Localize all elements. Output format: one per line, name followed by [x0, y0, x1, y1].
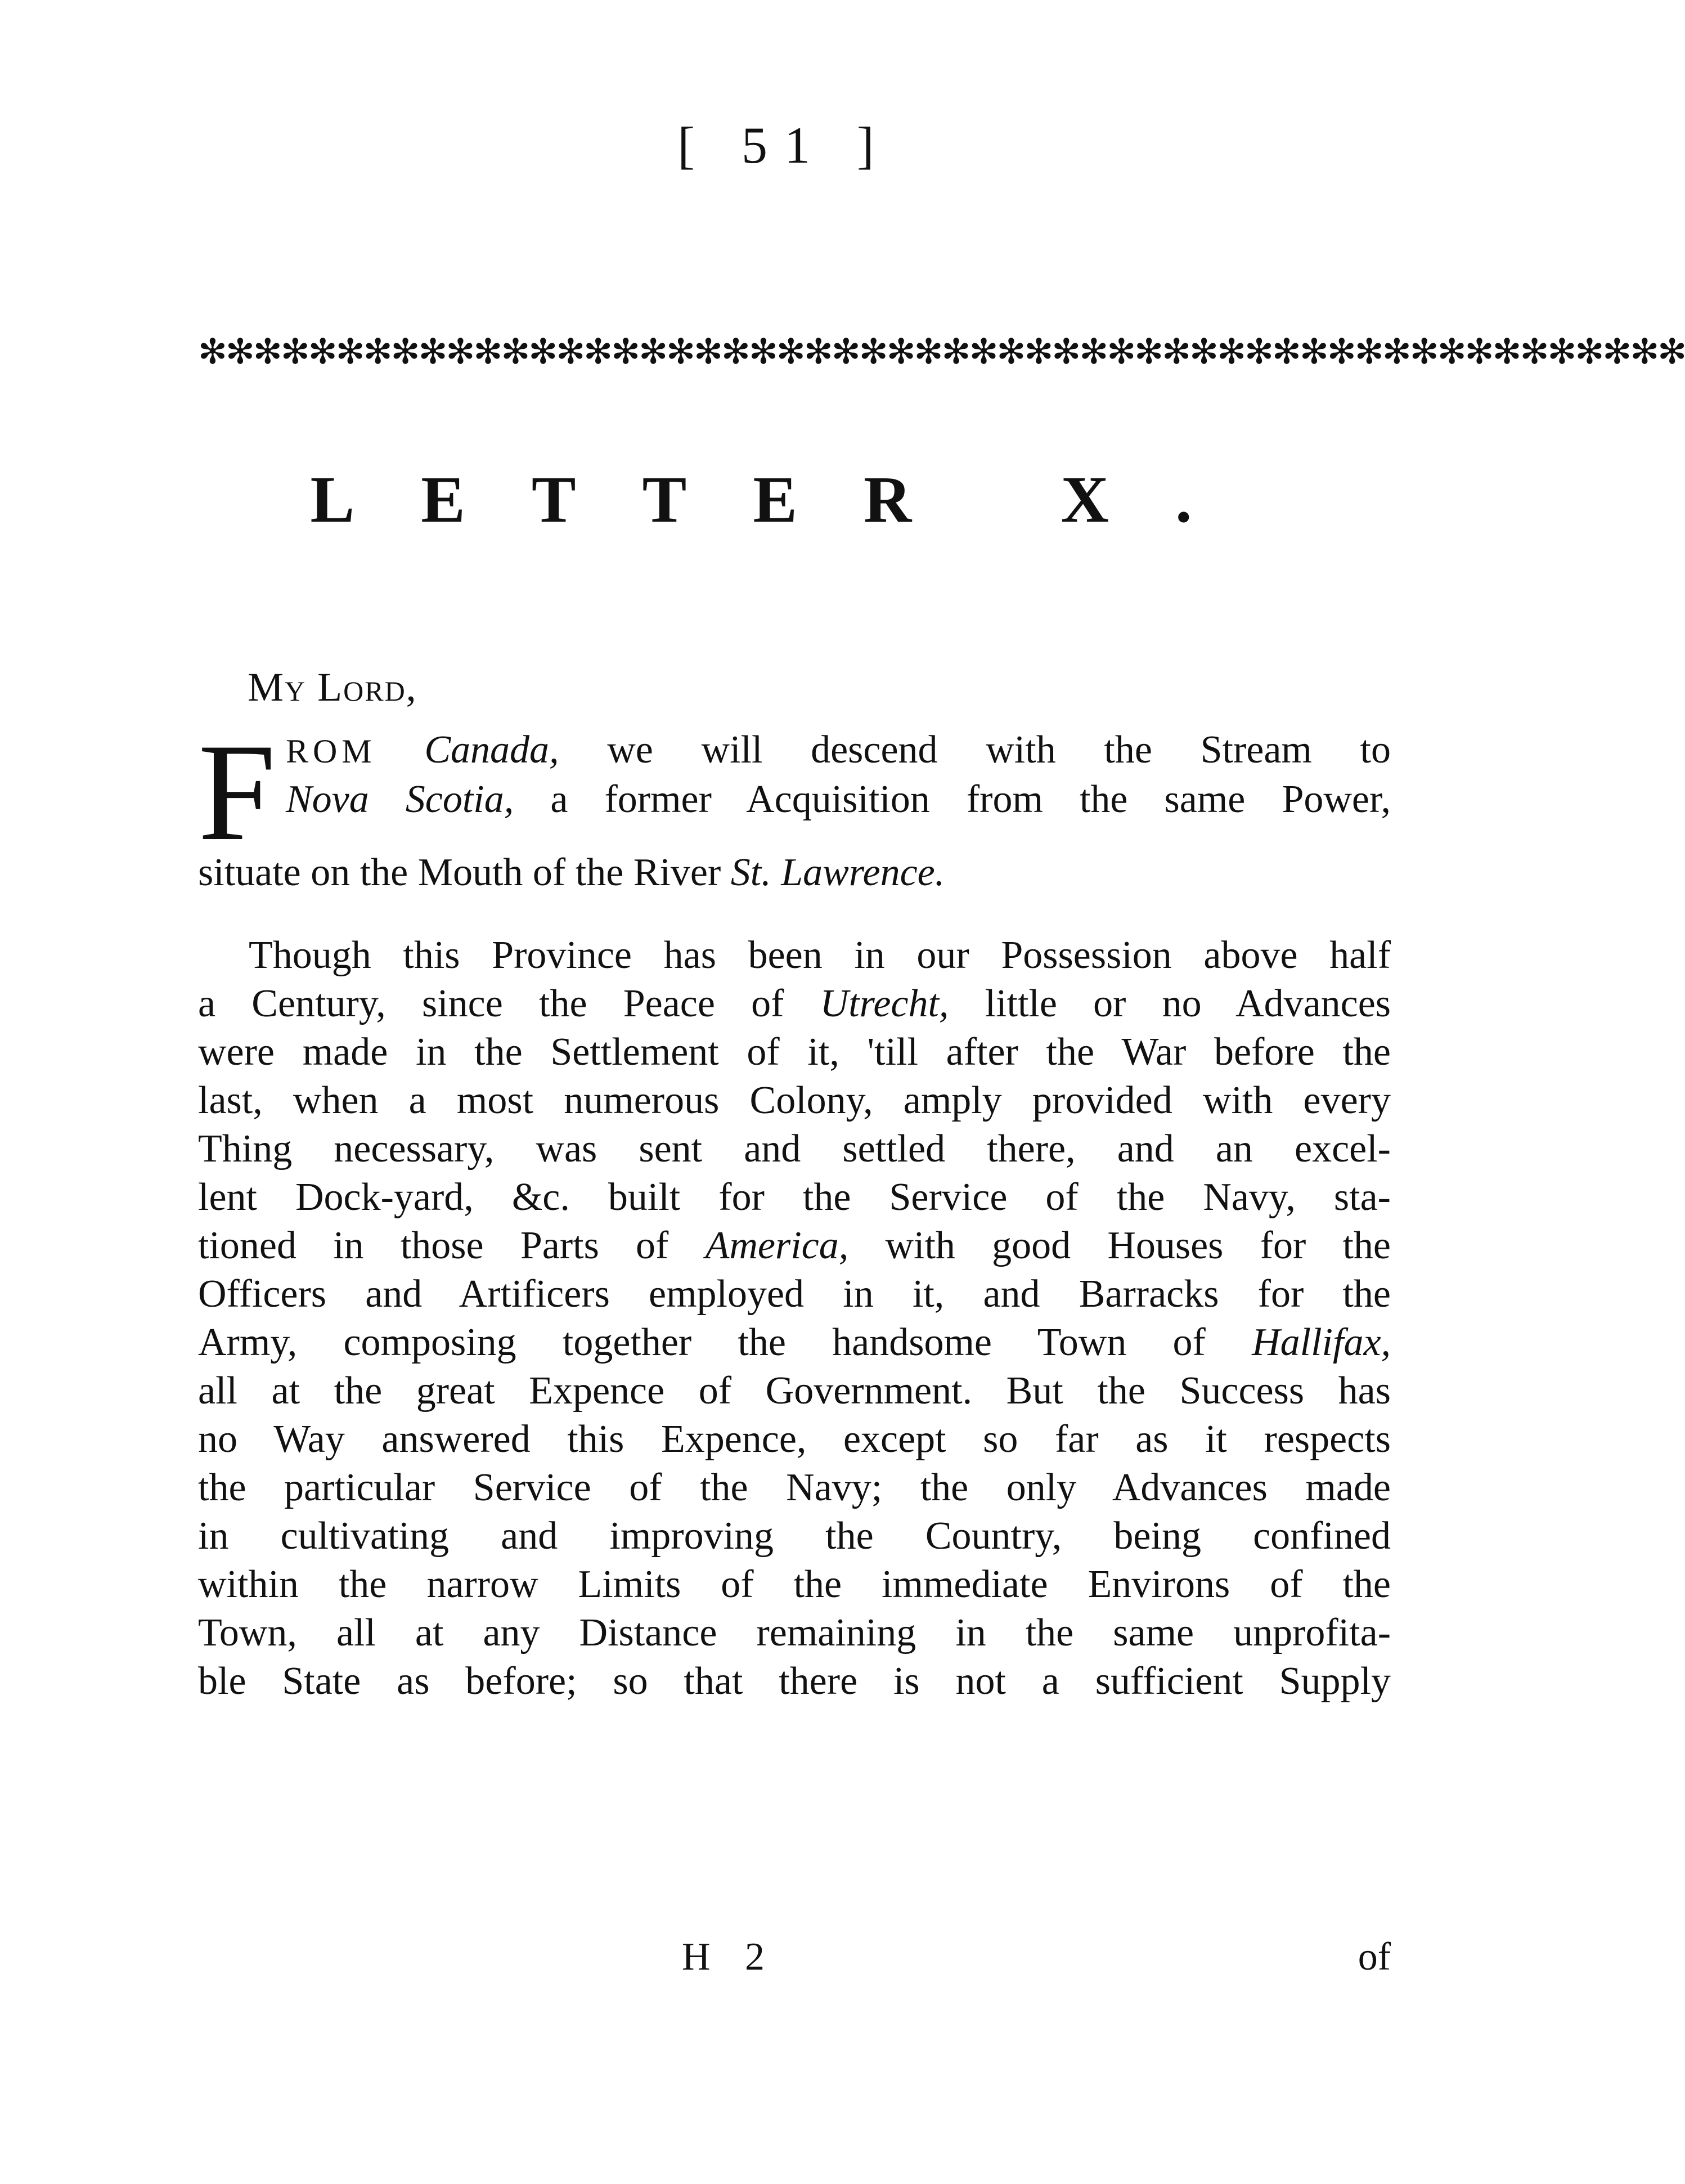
- opening-caps: ROM: [285, 733, 376, 770]
- catchword: of: [1358, 1935, 1391, 1979]
- text-line: ble State as before; so that there is not a sufficient Supply: [198, 1660, 1391, 1703]
- text-line: Officers and Artificers employed in it, and Barracks for the: [198, 1272, 1391, 1316]
- page-footer: [198, 1935, 1391, 1985]
- text-line: no Way answered this Expence, except so far as it respects: [198, 1418, 1391, 1461]
- italic-place-name: Hallifax,: [1252, 1321, 1391, 1364]
- text-line: Thing necessary, was sent and settled there, and an excel-: [198, 1127, 1391, 1171]
- text-span: tioned in those Parts of: [198, 1224, 669, 1267]
- text-span: Army, composing together the handsome Town of: [198, 1321, 1206, 1364]
- letter-title: LETTER X.: [310, 463, 1259, 536]
- salutation: My Lord,: [248, 665, 417, 710]
- italic-place-name: Utrecht,: [820, 982, 949, 1025]
- text-span: with good Houses for the: [885, 1224, 1391, 1267]
- text-line: all at the great Expence of Government. But the Success has: [198, 1369, 1391, 1412]
- text-span: a former Acquisition from the same Power,: [550, 778, 1391, 821]
- text-line: [198, 726, 1391, 775]
- first-paragraph: [198, 715, 1391, 897]
- text-line: the particular Service of the Navy; the only Advances made: [198, 1466, 1391, 1509]
- text-line: lent Dock-yard, &c. built for the Service of the Navy, sta-: [198, 1176, 1391, 1219]
- signature-mark: H 2: [682, 1935, 778, 1979]
- text-line: within the narrow Limits of the immediate Environs of the: [198, 1563, 1391, 1606]
- text-line: [198, 980, 1391, 1028]
- text-line: in cultivating and improving the Country, being confined: [198, 1514, 1391, 1558]
- italic-place-name: America,: [705, 1224, 849, 1267]
- decorative-ornament-band: ✻✻✻✻✻✻✻✻✻✻✻✻✻✻✻✻✻✻✻✻✻✻✻✻✻✻✻✻✻✻✻✻✻✻✻✻✻✻✻✻✻✻✻✻✻✻✻✻✻✻✻✻✻✻: [198, 331, 1685, 372]
- text-line: [198, 849, 1391, 897]
- drop-cap: F: [198, 715, 276, 869]
- text-line: [198, 1319, 1391, 1367]
- page-number-header: [ 51 ]: [677, 116, 891, 174]
- second-paragraph: [198, 931, 1391, 1706]
- text-span: a Century, since the Peace of: [198, 982, 784, 1025]
- text-span: situate on the Mouth of the River: [198, 851, 721, 894]
- text-line: were made in the Settlement of it, 'till after the War before the: [198, 1030, 1391, 1074]
- text-span: little or no Advances: [985, 982, 1391, 1025]
- text-span: we will descend with the Stream to: [607, 728, 1391, 772]
- text-line: Town, all at any Distance remaining in the same unprofita-: [198, 1611, 1391, 1654]
- text-line: [198, 1222, 1391, 1270]
- text-line: Though this Province has been in our Possession above half: [249, 934, 1391, 977]
- italic-place-name: Canada,: [424, 728, 559, 772]
- italic-place-name: Nova Scotia,: [285, 778, 514, 821]
- text-line: last, when a most numerous Colony, amply provided with every: [198, 1079, 1391, 1122]
- italic-place-name: St. Lawrence.: [730, 851, 945, 894]
- text-line: [198, 775, 1391, 824]
